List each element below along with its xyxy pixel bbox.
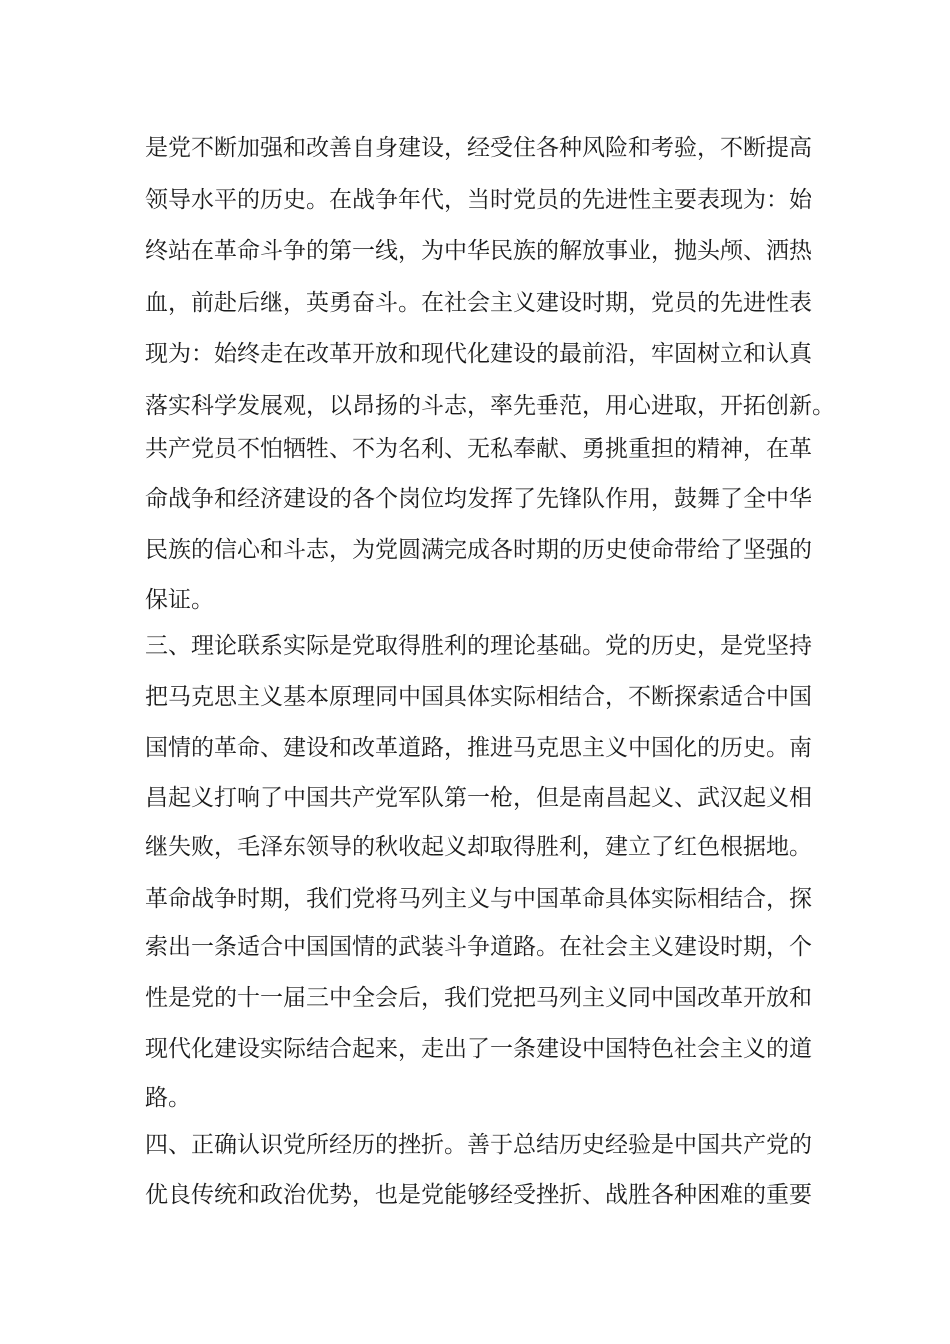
text-line: 领导水平的历史。在战争年代，当时党员的先进性主要表现为：始: [145, 187, 812, 213]
text-line: 性是党的十一届三中全会后，我们党把马列主义同中国改革开放和: [145, 985, 812, 1011]
text-line: 终站在革命斗争的第一线，为中华民族的解放事业，抛头颅、洒热: [145, 238, 812, 264]
text-line: 命战争和经济建设的各个岗位均发挥了先锋队作用，鼓舞了全中华: [145, 486, 812, 512]
text-line: 三、理论联系实际是党取得胜利的理论基础。党的历史，是党坚持: [145, 633, 812, 659]
text-line: 是党不断加强和改善自身建设，经受住各种风险和考验，不断提高: [145, 135, 812, 161]
text-line: 把马克思主义基本原理同中国具体实际相结合，不断探索适合中国: [145, 684, 812, 710]
text-line: 昌起义打响了中国共产党军队第一枪，但是南昌起义、武汉起义相: [145, 785, 812, 811]
text-line: 现为：始终走在改革开放和现代化建设的最前沿，牢固树立和认真: [145, 341, 812, 367]
text-line: 优良传统和政治优势，也是党能够经受挫折、战胜各种困难的重要: [145, 1182, 812, 1208]
text-line: 现代化建设实际结合起来，走出了一条建设中国特色社会主义的道: [145, 1036, 812, 1062]
text-line: 路。: [145, 1085, 191, 1111]
text-line: 四、正确认识党所经历的挫折。善于总结历史经验是中国共产党的: [145, 1132, 812, 1158]
text-line: 革命战争时期，我们党将马列主义与中国革命具体实际相结合，探: [145, 886, 812, 912]
text-line: 民族的信心和斗志，为党圆满完成各时期的历史使命带给了坚强的: [145, 537, 812, 563]
text-line: 索出一条适合中国国情的武装斗争道路。在社会主义建设时期，个: [145, 934, 812, 960]
text-line: 血，前赴后继，英勇奋斗。在社会主义建设时期，党员的先进性表: [145, 290, 812, 316]
text-line: 落实科学发展观，以昂扬的斗志，率先垂范，用心进取，开拓创新。: [145, 393, 835, 419]
text-line: 保证。: [145, 587, 214, 613]
text-line: 继失败，毛泽东领导的秋收起义却取得胜利，建立了红色根据地。: [145, 834, 812, 860]
text-line: 共产党员不怕牺牲、不为名利、无私奉献、勇挑重担的精神，在革: [145, 436, 812, 462]
text-line: 国情的革命、建设和改革道路，推进马克思主义中国化的历史。南: [145, 735, 812, 761]
